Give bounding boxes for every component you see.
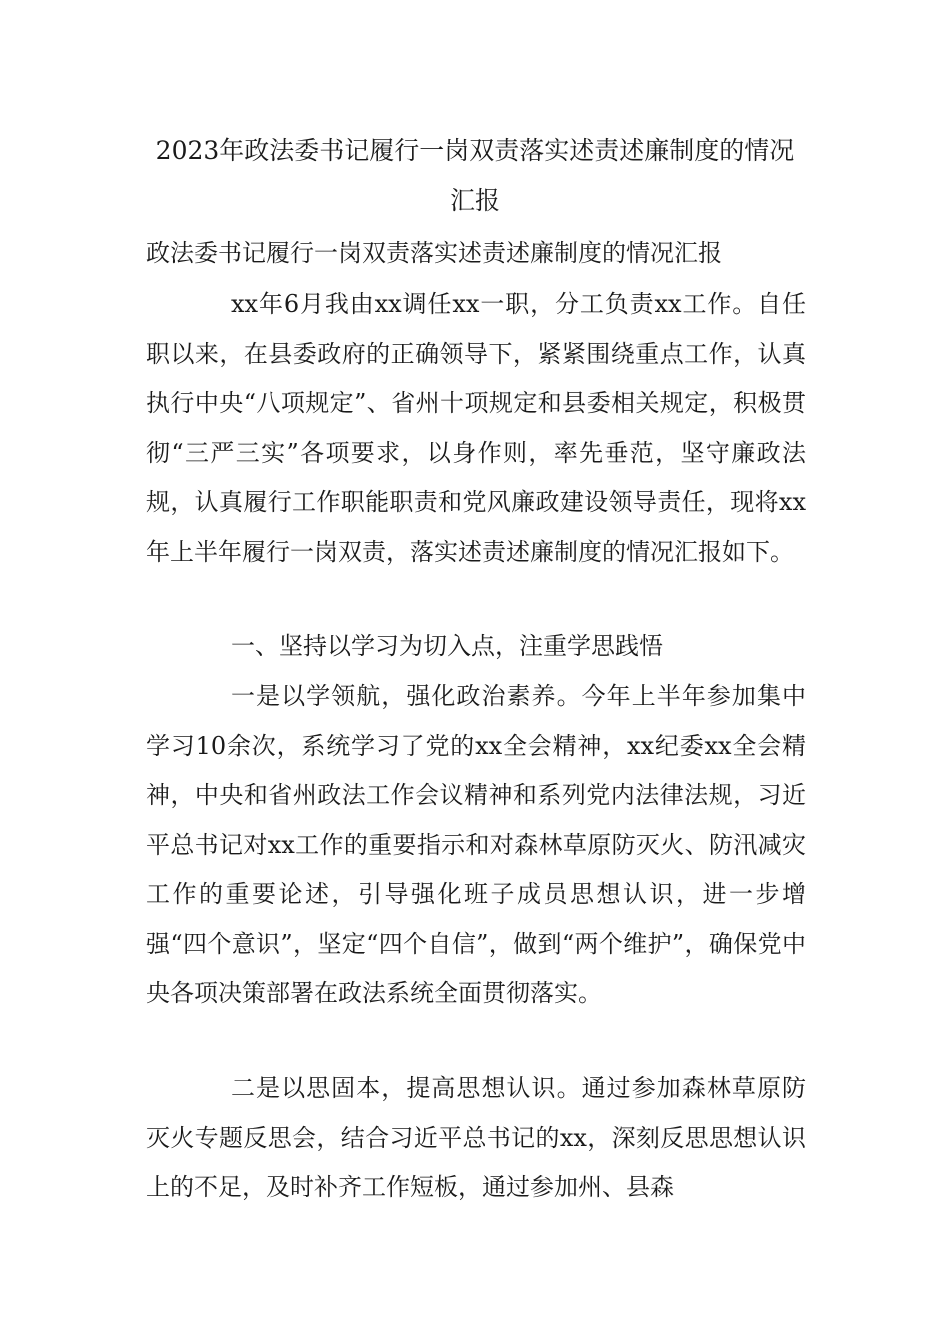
section-heading-1: 一、坚持以学习为切入点，注重学思践悟 (231, 632, 663, 660)
paragraph-intro: xx年6月我由xx调任xx一职，分工负责xx工作。自任职以来，在县委政府的正确领导下，紧紧围绕重点工作，认真执行中央“八项规定”、省州十项规定和县委相关规定，积极贯彻“三严三实”各项要求，以身作则，率先垂范，坚守廉政法规，认真履行工作职能职责和党风廉政建设领导责任，现将xx年上半年履行一岗双责，落实述责述廉制度的情况汇报如下。 (146, 290, 806, 566)
paragraph-study: 一是以学领航，强化政治素养。今年上半年参加集中学习10余次，系统学习了党的xx全会精神，xx纪委xx全会精神，中央和省州政法工作会议精神和系列党内法律法规，习近平总书记对xx工作的重要指示和对森林草原防灭火、防汛减灾工作的重要论述，引导强化班子成员思想认识，进一步增强“四个意识”，坚定“四个自信”，做到“两个维护”，确保党中央各项决策部署在政法系统全面贯彻落实。 (146, 682, 806, 1007)
document-title-line-1: 2023年政法委书记履行一岗双责落实述责述廉制度的情况 (155, 136, 795, 165)
document-title-line-2: 汇报 (449, 186, 500, 215)
document-subtitle: 政法委书记履行一岗双责落实述责述廉制度的情况汇报 (146, 239, 722, 267)
paragraph-reflection: 二是以思固本，提高思想认识。通过参加森林草原防灭火专题反思会，结合习近平总书记的xx，深刻反思思想认识上的不足，及时补齐工作短板，通过参加州、县森 (146, 1074, 806, 1201)
